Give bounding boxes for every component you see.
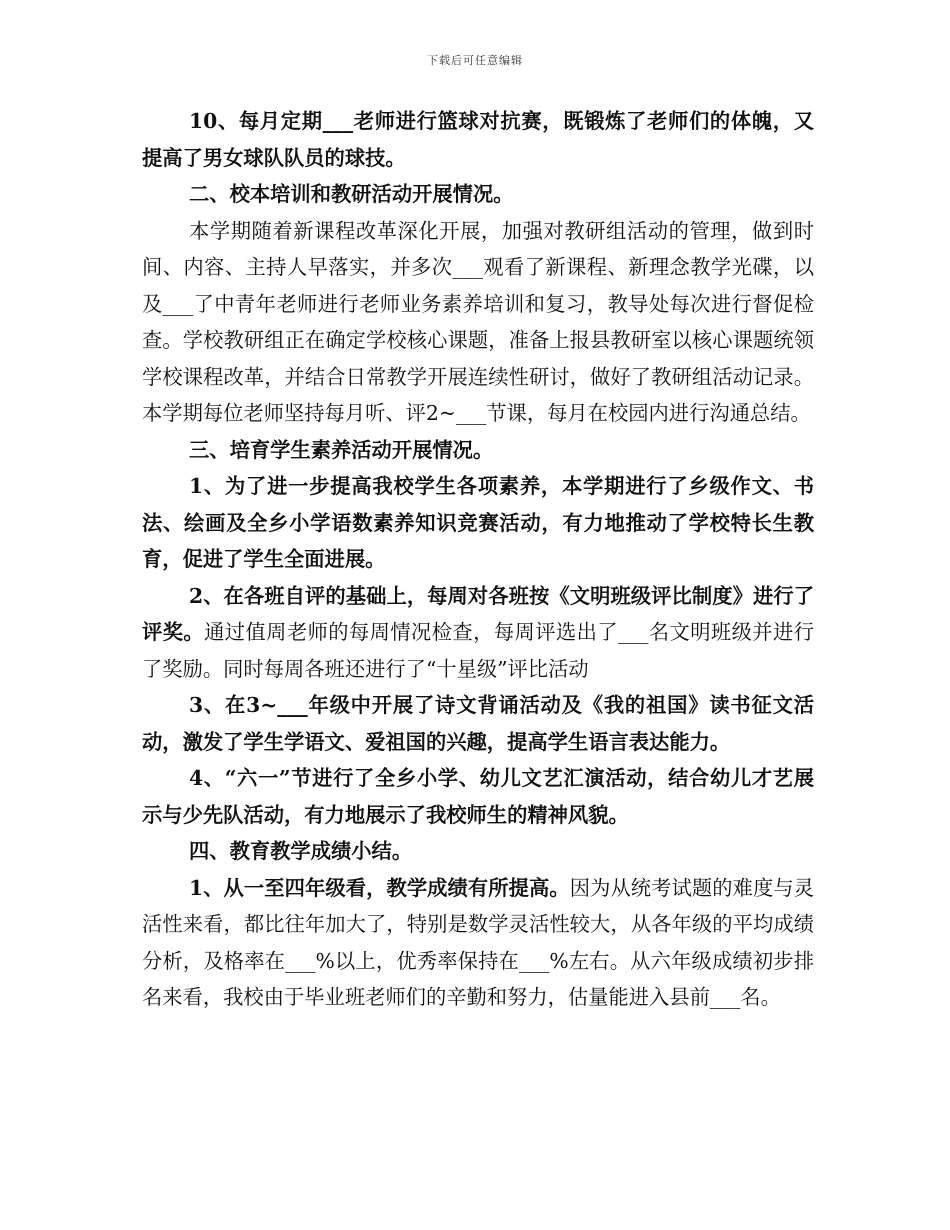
paragraph-bold-text: 3、在3~___年级中开展了诗文背诵活动及《我的祖国》读书征文活动，激发了学生学语文、爱祖国的兴趣，提高学生语言表达能力。 [142, 693, 814, 754]
section-heading-text: 三、培育学生素养活动开展情况。 [189, 437, 494, 462]
paragraph-bold-text: 2、在各班自评的基础上，每周对各班按《文明班级评比制度》进行了评奖。 [142, 583, 814, 644]
paragraph-bold-text: 1、从一至四年级看，教学成绩有所提高。 [189, 875, 570, 900]
paragraph-text: 因为从统考试题的难度与灵活性来看，都比往年加大了，特别是数学灵活性较大，从各年级的平均成绩分析，及格率在___%以上，优秀率保持在___%左右。从六年级成绩初步排名来看，我校由于毕业班老师们的辛勤和努力，估量能进入县前___名。 [142, 875, 814, 1009]
document-body [142, 103, 814, 1016]
paragraph-item-4 [142, 760, 814, 833]
paragraph-item-3 [142, 687, 814, 760]
paragraph-bold-text: 10、每月定期___老师进行篮球对抗赛，既锻炼了老师们的体魄，又提高了男女球队队员的球技。 [142, 109, 814, 170]
paragraph-text: 通过值周老师的每周情况检查，每周评选出了___名文明班级并进行了奖励。同时每周各班还进行了“十星级”评比活动 [142, 620, 814, 681]
paragraph-item-1 [142, 468, 814, 578]
paragraph-bold-text: 1、为了进一步提高我校学生各项素养，本学期进行了乡级作文、书法、绘画及全乡小学语数素养知识竞赛活动，有力地推动了学校特长生教育，促进了学生全面进展。 [142, 474, 814, 571]
paragraph-item-2 [142, 578, 814, 688]
section-heading-text: 四、教育教学成绩小结。 [189, 839, 413, 863]
section-heading-4 [142, 833, 814, 870]
paragraph-results [142, 870, 814, 1016]
paragraph-text: 本学期随着新课程改革深化开展，加强对教研组活动的管理，做到时间、内容、主持人早落实，并多次___观看了新课程、新理念教学光碟，以及___了中青年老师进行老师业务素养培训和复习，教导处每次进行督促检查。学校教研组正在确定学校核心课题，准备上报县教研室以核心课题统领学校课程改革，并结合日常教学开展连续性研讨，做好了教研组活动记录。本学期每位老师坚持每月听、评2~___节课，每月在校园内进行沟通总结。 [142, 218, 814, 425]
paragraph-bold-text: 4、“六一”节进行了全乡小学、幼儿文艺汇演活动，结合幼儿才艺展示与少先队活动，有力地展示了我校师生的精神风貌。 [142, 766, 814, 827]
paragraph-training [142, 213, 814, 432]
section-heading-2 [142, 176, 814, 213]
section-heading-text: 二、校本培训和教研活动开展情况。 [189, 182, 514, 206]
section-heading-3 [142, 432, 814, 469]
page-header: 下载后可任意编辑 [427, 54, 523, 67]
paragraph-item-10 [142, 103, 814, 176]
